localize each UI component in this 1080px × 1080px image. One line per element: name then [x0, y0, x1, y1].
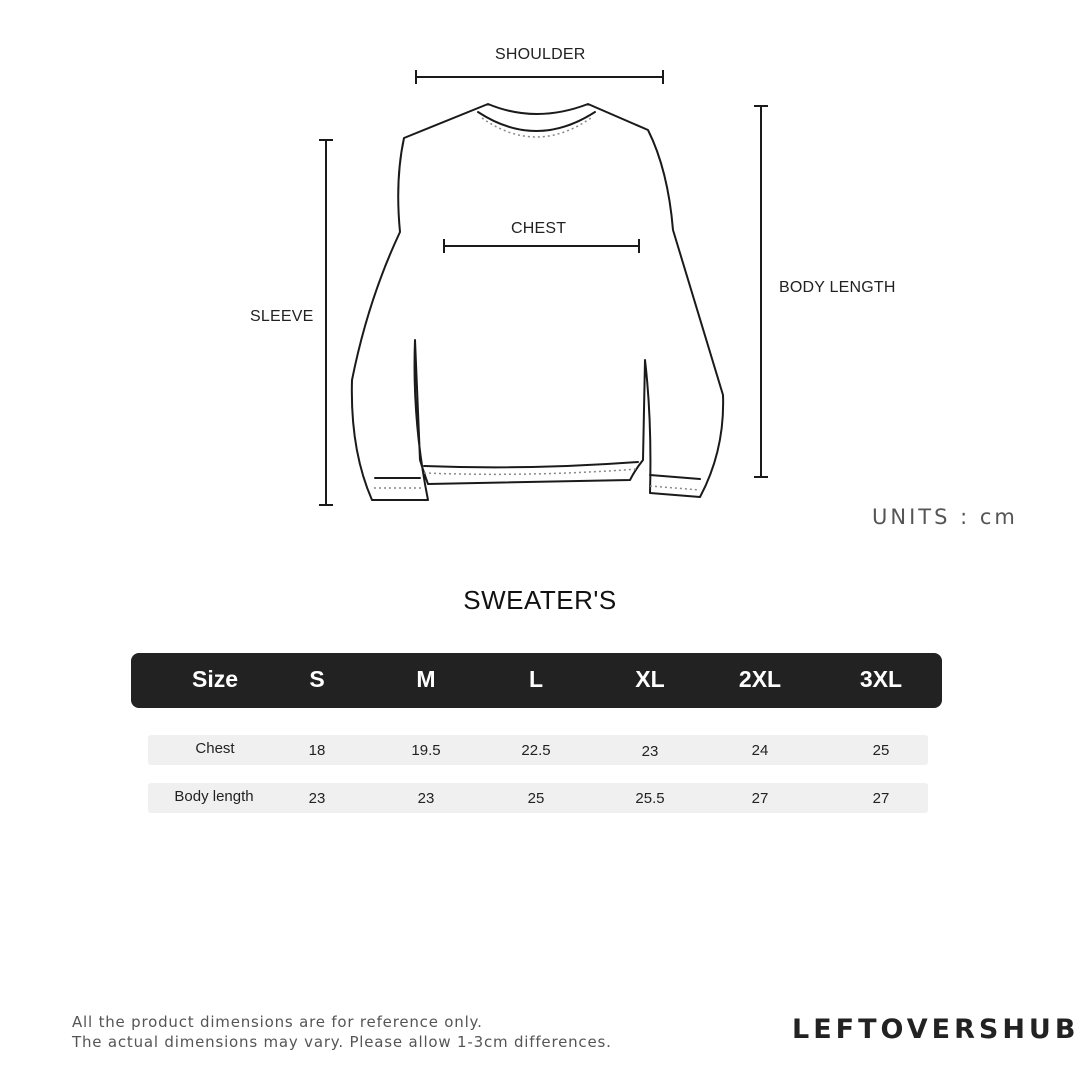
- table-cell: 24: [751, 742, 769, 759]
- brand-logo: LEFTOVERSHUB: [792, 1014, 1080, 1045]
- sleeve-label: SLEEVE: [250, 308, 314, 325]
- row-label-chest: Chest: [195, 740, 235, 757]
- header-m: M: [416, 666, 436, 692]
- table-title: SWEATER'S: [463, 585, 617, 615]
- disclaimer-line-2: The actual dimensions may vary. Please allow 1-3cm differences.: [72, 1033, 612, 1051]
- table-cell: 23: [641, 743, 659, 760]
- chest-label: CHEST: [511, 220, 567, 237]
- table-cell: 23: [417, 790, 435, 807]
- header-xl: XL: [635, 666, 665, 692]
- table-cell: 25: [527, 790, 545, 807]
- table-cell: 25.5: [635, 790, 665, 807]
- header-2xl: 2XL: [738, 666, 782, 692]
- header-3xl: 3XL: [859, 666, 903, 692]
- table-cell: 18: [308, 742, 326, 759]
- header-s: S: [309, 666, 325, 692]
- right-cuff-line: [650, 475, 700, 479]
- table-cell: 22.5: [521, 742, 551, 759]
- table-cell: 19.5: [411, 742, 441, 759]
- right-cuff-stitch: [650, 486, 700, 490]
- header-size: Size: [191, 666, 239, 692]
- shoulder-label: SHOULDER: [495, 46, 586, 63]
- table-cell: 23: [308, 790, 326, 807]
- units-label: UNITS : cm: [872, 505, 1018, 529]
- neck-stitch: [482, 118, 591, 137]
- disclaimer-line-1: All the product dimensions are for reference only.: [72, 1013, 483, 1031]
- row-label-body-length: Body length: [174, 788, 254, 805]
- table-cell: 27: [872, 790, 890, 807]
- table-cell: 27: [751, 790, 769, 807]
- hem-line: [424, 462, 638, 467]
- hem-stitch: [424, 469, 638, 474]
- table-cell: 25: [872, 742, 890, 759]
- sweater-outline: [352, 104, 723, 500]
- header-l: L: [528, 666, 544, 692]
- size-header-bar: [131, 653, 942, 708]
- body-length-label: BODY LENGTH: [779, 279, 896, 296]
